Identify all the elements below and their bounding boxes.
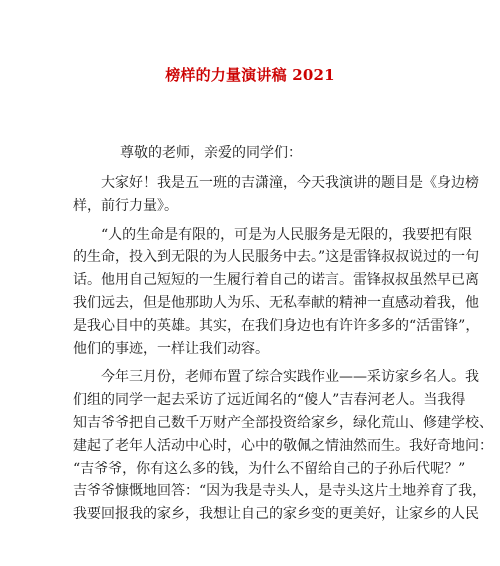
greeting-line: 尊敬的老师，亲爱的同学们：: [120, 145, 302, 161]
paragraph-3: [73, 366, 493, 526]
text-line: 吉爷爷慷慨地回答：“因为我是寺头人，是寺头这片土地养育了我，: [73, 483, 487, 500]
text-line: 们组的同学一起去采访了远近闻名的“傻人”吉春河老人。当我得: [73, 392, 466, 409]
text-line: 话。他用自己短短的一生履行着自己的诺言。雷锋叔叔虽然早已离: [73, 272, 479, 289]
text-line: 是我心目中的英雄。其实，在我们身边也有许许多多的“活雷锋”，: [73, 317, 480, 334]
text-line: 我们远去，但是他那助人为乐、无私奉献的精神一直感动着我，他: [73, 294, 479, 311]
text-line: 建起了老年人活动中心时，心中的敬佩之情油然而生。我好奇地问：: [73, 437, 493, 454]
text-line: 知吉爷爷把自己数千万财产全部投资给家乡，绿化荒山、修建学校、: [73, 414, 493, 431]
text-line: 的生命，投入到无限的为人民服务中去。”这是雷锋叔叔说过的一句: [73, 249, 480, 266]
text-line: “吉爷爷，你有这么多的钱，为什么不留给自己的子孙后代呢？”: [73, 460, 466, 477]
document-title: 榜样的力量演讲稿 2021: [165, 66, 335, 84]
text-line: 我要回报我的家乡，我想让自己的家乡变的更美好，让家乡的人民: [73, 506, 479, 523]
paragraph-1: [73, 172, 479, 218]
text-line: 今年三月份，老师布置了综合实践作业——采访家乡名人。我: [101, 369, 479, 386]
text-line: 大家好！我是五一班的吉潇潼，今天我演讲的题目是《身边榜: [101, 175, 479, 191]
document-body: [73, 172, 493, 532]
paragraph-2: [73, 224, 480, 361]
text-line: 他们的事迹，一样让我们动容。: [73, 340, 269, 357]
text-line: 样，前行力量》。: [73, 197, 178, 214]
text-line: “人的生命是有限的，可是为人民服务是无限的，我要把有限: [101, 226, 473, 243]
